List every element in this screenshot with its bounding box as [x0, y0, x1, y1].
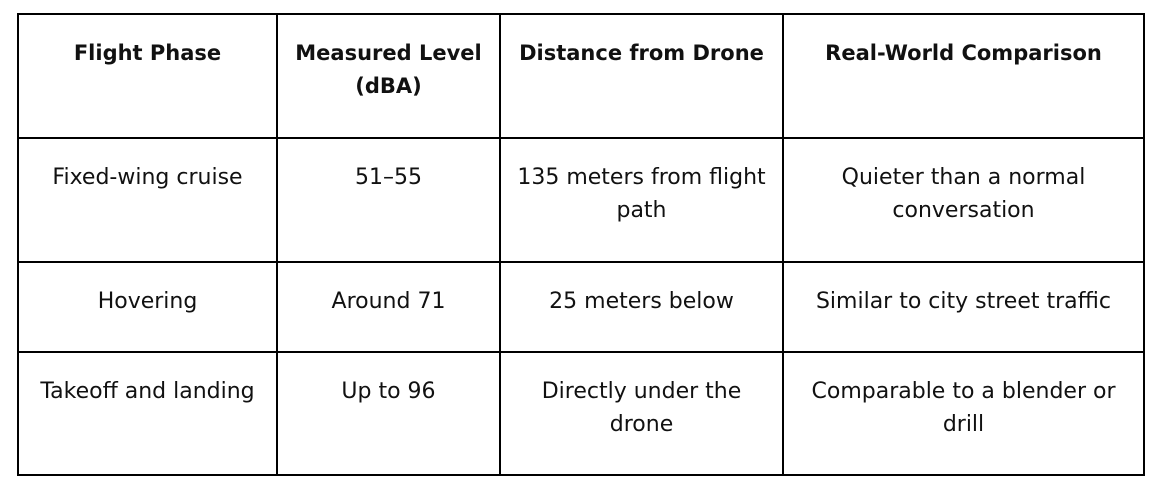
cell-comparison: Comparable to a blender or drill	[783, 352, 1144, 475]
cell-measured-level: Around 71	[277, 262, 500, 352]
noise-levels-table-container	[17, 13, 1143, 476]
cell-measured-level: 51–55	[277, 138, 500, 262]
cell-flight-phase: Takeoff and landing	[18, 352, 277, 475]
header-measured-level: Measured Level (dBA)	[277, 14, 500, 138]
noise-levels-table	[17, 13, 1145, 476]
cell-measured-level: Up to 96	[277, 352, 500, 475]
cell-distance: Directly under the drone	[500, 352, 783, 475]
cell-comparison: Quieter than a normal conversation	[783, 138, 1144, 262]
table-header-row	[18, 14, 1144, 138]
table-row	[18, 138, 1144, 262]
cell-flight-phase: Fixed-wing cruise	[18, 138, 277, 262]
cell-flight-phase: Hovering	[18, 262, 277, 352]
cell-distance: 25 meters below	[500, 262, 783, 352]
table-row	[18, 352, 1144, 475]
header-flight-phase: Flight Phase	[18, 14, 277, 138]
header-real-world-comparison: Real-World Comparison	[783, 14, 1144, 138]
cell-distance: 135 meters from flight path	[500, 138, 783, 262]
header-distance-from-drone: Distance from Drone	[500, 14, 783, 138]
table-row	[18, 262, 1144, 352]
cell-comparison: Similar to city street traffic	[783, 262, 1144, 352]
